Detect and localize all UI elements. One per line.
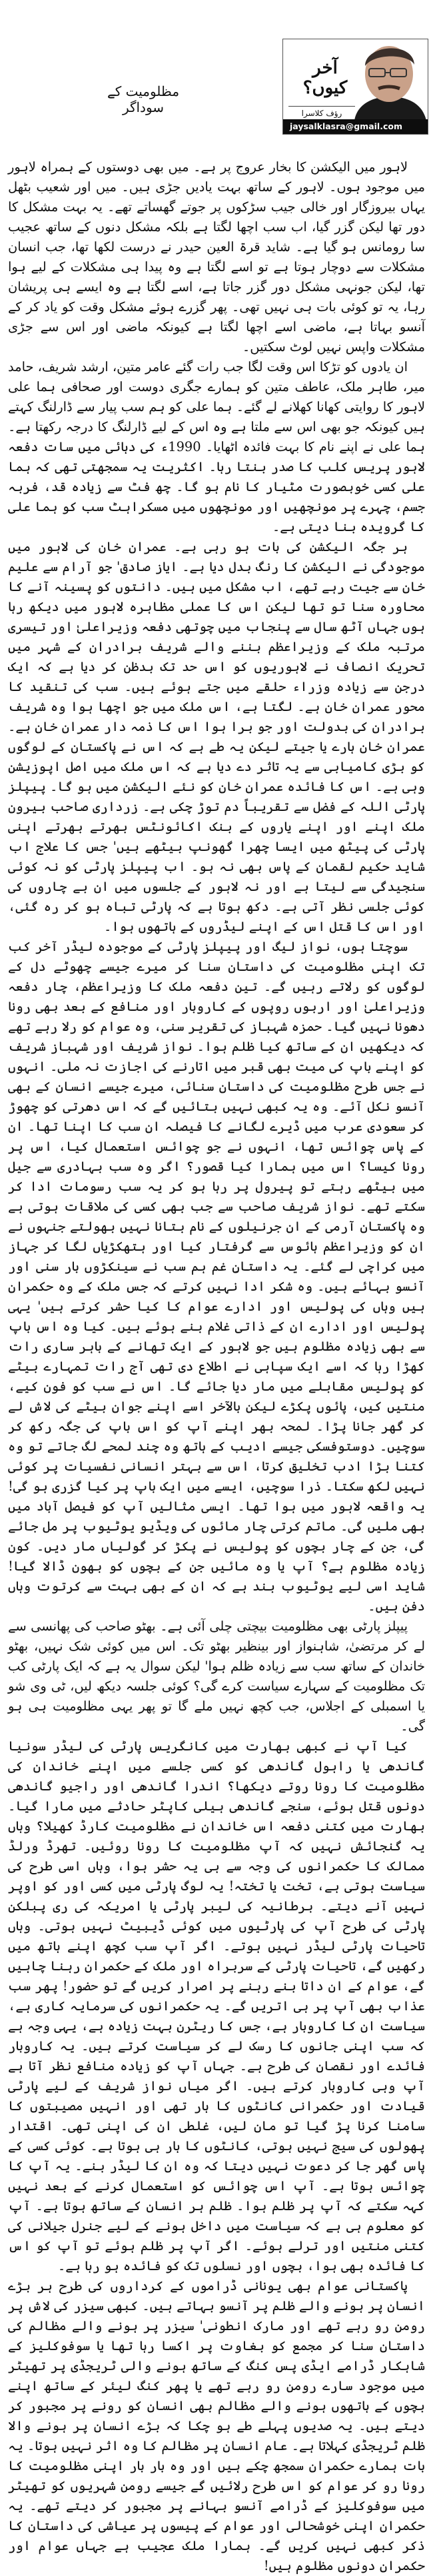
paragraph: پاکستانی عوام بھی یونانی ڈراموں کے کرداروں کی طرح ہر بڑے انسان پر ہونے والے ظلم پر آنسو بہاتے ہیں۔ کبھی سیزر کی لاش پر رومن رو رہے تھے اور مارک انطونی' سیزر پر ہونے والے مظالم کی داستان سنا کر مجمع کو بغاوت پر اکسا رہا تھا یا سوفوکلیز کے شاہکار ڈرامے ایڈی پس کنگ کے ساتھ ہونے والی ٹریجڈی پر تھیٹر میں موجود سارے رومن رو رہے تھے یا پھر کنگ لیئر کے ساتھ اپنے بچوں کے ہاتھوں ہونے والے مظالم بھی انسان کو رونے پر مجبور کر دیتے ہیں۔ یہ صدیوں پہلے طے ہو چکا کہ بڑے انسان پر ہونے والا ظلم ٹریجڈی کہلاتا ہے۔ عام انسان پر مظالم کا وہ اثر نہیں ہوتا۔ یہ بات ہمارے حکمران سمجھ چکے ہیں اور وہ بار بار اپنی مظلومیت کا رونا رو کر عوام کو اس طرح رلائیں گے جیسے رومن شہریوں کو تھیٹر میں سوفوکلیز کے ڈرامے آنسو بہانے پر مجبور کر دیتے تھے۔ یہ حکمران اپنی خوشحالی اور عوام کے پیسوں پر عیاشی کی داستان کا ذکر کبھی نہیں کریں گے۔ ہمارا ملک عجیب ہے جہاں عوام اور حکمران دونوں مظلوم ہیں!: [8, 2278, 425, 2573]
paragraph: کیا آپ نے کبھی بھارت میں کانگریس پارٹی کی لیڈر سونیا گاندھی یا راہول گاندھی کو کسی جلسے میں اپنے خاندان کی مظلومیت کا رونا روتے دیکھا؟ اندرا گاندھی اور راجیو گاندھی دونوں قتل ہوئے، سنجے گاندھی ہیلی کاپٹر حادثے میں مارا گیا۔ بھارت میں کتنی دفعہ اس خاندان نے مظلومیت کارڈ کھیلا؟ وہاں یہ گنجائش نہیں کہ آپ مظلومیت کا رونا روئیں۔ تھرڈ ورلڈ ممالک کا حکمرانوں کی وجہ سے ہی یہ حشر ہوا، وہاں اسی طرح کی سیاست ہوتی ہے، تخت یا تختہ! یہ لوگ پارٹی میں کسی اور کو اوپر نہیں آنے دیتے۔ برطانیہ کی لیبر پارٹی یا امریکہ کی ری پبلکن پارٹی کی طرح آپ کی پارٹیوں میں کوئی ڈیبیٹ نہیں ہوتی۔ وہاں تاحیات پارٹی لیڈر نہیں ہوتے۔ اگر آپ سب کچھ اپنے ہاتھ میں رکھیں گے، تاحیات پارٹی کے سربراہ اور ملک کے حکمران رہنا چاہیں گے، عوام کے ان داتا بنے رہنے پر اصرار کریں گے تو حضور! پھر سب عذاب بھی آپ پر ہی اتریں گے۔ یہ حکمرانوں کی سرمایہ کاری ہے، سیاست ان کا کاروبار ہے، جس کا ریٹرن بہت زیادہ ہے، یہی وجہ ہے کہ سب اپنی جانوں کا رسک لے کر سیاست کرتے ہیں۔ یہ کاروبار فائدے اور نقصان کی طرح ہے۔ جہاں آپ کو زیادہ منافع نظر آتا ہے آپ وہی کاروبار کرتے ہیں۔ اگر میاں نواز شریف کے لیے پارٹی قیادت اور حکمرانی کانٹوں کا ہار تھی اور انہیں مصیبتوں کا سامنا کرنا پڑ گیا تو مان لیں، غلطی ان کی اپنی تھی۔ اقتدار پھولوں کی سیج نہیں ہوتی، کانٹوں کا ہار ہی ہوتا ہے۔ کوئی کسی کے پاس گھر جا کر دعوت نہیں دیتا کہ وہ ان کا لیڈر بنے۔ یہ آپ کا چوائس ہوتا ہے۔ آپ اس چوائس کو استعمال کرنے کے بعد نہیں کہہ سکتے کہ آپ پر ظلم ہوا۔ ظلم ہر انسان کے ساتھ ہوتا ہے۔ آپ کو معلوم ہی ہے کہ سیاست میں داخل ہونے کے لیے جنرل جیلانی کی کتنی منتیں اور ترلے ہوئے۔ اگر آپ پر ظلم ہوئے تو آپ کو اس کا فائدہ بھی ہوا، بچوں اور نسلوں تک کو فائدہ ہو رہا ہے۔: [8, 1738, 426, 2273]
paragraph: پیپلز پارٹی بھی مظلومیت بیچتی چلی آئی ہے۔ بھٹو صاحب کی پھانسی سے لے کر مرتضیٰ، شاہنواز اور بینظیر بھٹو تک۔ اس میں کوئی شک نہیں، بھٹو خاندان کے ساتھ سب سے زیادہ ظلم ہوا' لیکن سوال یہ ہے کہ ایک پارٹی کب تک مظلومیت کے سہارے سیاست کرے گی؟ کوئی جلسہ دیکھ لیں، ٹی وی شو یا اسمبلی کے اجلاس، جب کچھ نہیں ملے گا تو پھر یہی مظلومیت ہی ہو گی۔: [8, 1618, 425, 1734]
author-email[interactable]: jaysalklasra@gmail.com: [283, 119, 428, 134]
paragraph: سوچتا ہوں، نواز لیگ اور پیپلز پارٹی کے موجودہ لیڈر آخر کب تک اپنی مظلومیت کی داستان سنا کر میرے جیسے چھوٹے دل کے لوگوں کو رلاتے رہیں گے۔ تین دفعہ ملک کا وزیراعظم، چار دفعہ وزیراعلیٰ اور اربوں روپوں کے کاروبار اور منافع کے بعد بھی رونا دھونا نہیں گیا۔ حمزہ شہباز کی تقریر سنی، وہ عوام کو رلا رہے تھے کہ دیکھیں ان کے ساتھ کیا ظلم ہوا۔ نواز شریف اور شہباز شریف کو اپنے باپ کی میت بھی قبر میں اتارنے کی اجازت نہ ملی۔ انہوں نے جس طرح مظلومیت کی داستان سنائی، میرے جیسے انسان کے بھی آنسو نکل آئے۔ وہ یہ کبھی نہیں بتائیں گے کہ اس دھرتی کو چھوڑ کر سعودی عرب میں ڈیرے لگانے کا فیصلہ ان سب کا اپنا تھا۔ ان کے پاس چوائس تھا، انہوں نے جو چوائس استعمال کیا، اس پر رونا کیسا؟ اس میں ہمارا کیا قصور؟ اگر وہ سب بہادری سے جیل میں بیٹھے رہتے تو پیرول پر رہا ہو کر یہ سب رسومات ادا کر سکتے تھے۔ نواز شریف صاحب سے جب بھی کسی کی ملاقات ہوتی ہے وہ پاکستان آرمی کے ان جرنیلوں کے نام بتانا نہیں بھولتے جنہوں نے ان کو وزیراعظم ہائوس سے گرفتار کیا اور ہتھکڑیاں لگا کر جہاز میں کراچی لے گئے۔ یہ داستانِ غم ہم سب نے سینکڑوں بار سنی اور آنسو بہائے ہیں۔ وہ شکر ادا نہیں کرتے کہ جس ملک کے وہ حکمران ہیں وہاں کی پولیس اور ادارے عوام کا کیا حشر کرتے ہیں' یہی پولیس اور ادارے ان کے ذاتی غلام بنے ہوئے ہیں۔ کیا وہ اس باپ سے بھی زیادہ مظلوم ہیں جو لاہور کے ایک تھانے کے باہر ساری رات کھڑا رہا کہ اسے ایک سپاہی نے اطلاع دی تھی آج رات تمہارے بیٹے کو پولیس مقابلے میں مار دیا جائے گا۔ اس نے سب کو فون کیے، منتیں کیں، پائوں پکڑے لیکن بالآخر اسے اپنے جوان بیٹے کی لاش لے کر گھر جانا پڑا۔ لمحہ بھر اپنے آپ کو اس باپ کی جگہ رکھ کر سوچیں۔ دوستوفسکی جیسے ادیب کے ہاتھ وہ چند لمحے لگ جاتے تو وہ کتنا بڑا ادب تخلیق کرتا، اس سے بہتر انسانی نفسیات پر کوئی نہیں لکھ سکتا۔ ذرا سوچیں، ایسے میں ایک باپ پر کیا گزری ہو گی! یہ واقعہ لاہور میں ہوا تھا۔ ایسی مثالیں آپ کو فیصل آباد میں بھی ملیں گی۔ ماتم کرتی چار مائوں کی ویڈیو یوٹیوب پر مل جائے گی، جن کے چار بچوں کو پولیس نے پکڑ کر گولیاں مار دیں۔ کون زیادہ مظلوم ہے؟ آپ یا وہ مائیں جن کے بچوں کو بھون ڈالا گیا! شاید اسی لیے یوٹیوب بند ہے کہ ان کے بھی بہت سے کرتوت وہاں دفن ہیں۔: [8, 939, 425, 1614]
column-name: آخر کیوں؟: [302, 58, 348, 98]
article-body: [8, 157, 425, 2576]
paragraph: ہر جگہ الیکشن کی بات ہو رہی ہے۔ عمران خان کی لاہور میں موجودگی نے الیکشن کا رنگ بدل دیا ہے۔ ایاز صادق' جو آرام سے علیم خان سے جیت رہے تھے، اب مشکل میں ہیں۔ دانتوں کو پسینہ آنے کا محاورہ سنا تو تھا لیکن اس کا عملی مظاہرہ لاہور میں دیکھ رہا ہوں جہاں آٹھ سال سے پنجاب میں چوتھی دفعہ وزیراعلیٰ اور تیسری مرتبہ ملک کے وزیراعظم بننے والے شریف برادران کے شہر میں تحریک انصاف نے لاہوریوں کو اس حد تک بدظن کر دیا ہے کہ ایک درجن سے زیادہ وزراء حلقے میں جتے ہوئے ہیں۔ سب کی تنقید کا محور عمران خان ہے۔ لگتا ہے، اس ملک میں جو اچھا ہوا وہ شریف برادران کی بدولت اور جو برا ہوا اس کا ذمہ دار عمران خان ہے۔ عمران خان ہارے یا جیتے لیکن یہ طے ہے کہ اس نے پاکستان کے لوگوں کو بڑی کامیابی سے یہ تاثر دے دیا ہے کہ اس ملک میں اصل اپوزیشن وہی ہے۔ اس کا فائدہ عمران خان کو نئے الیکشن میں ہو گا۔ پیپلز پارٹی اللہ کے فضل سے تقریباً دم توڑ چکی ہے۔ زرداری صاحب بیرون ملک اپنے اور اپنے یاروں کے بنک اکائونٹس بھرتے بھرتے اپنی پارٹی کی پیٹھ میں ایسا چھرا گھونپ بیٹھے ہیں' جس کا علاج اب شاید حکیم لقمان کے پاس بھی نہ ہو۔ اب پیپلز پارٹی کو نہ کوئی سنجیدگی سے لیتا ہے اور نہ لاہور کے جلسوں میں ان بے چاروں کی کوئی جلسی نظر آتی ہے۔ دکھ ہوتا ہے کہ پارٹی تباہ ہو کر رہ گئی، اور اس کا قتل اس کے اپنے لیڈروں کے ہاتھوں ہوا۔: [8, 539, 425, 934]
author-name: رؤف کلاسرا: [301, 109, 342, 118]
title-divider: [288, 106, 355, 107]
article-title: مظلومیت کے سوداگر: [107, 83, 180, 115]
column-header: [282, 39, 428, 135]
paragraph: ان یادوں کو تڑکا اس وقت لگا جب رات گئے عامر متین، ارشد شریف، حامد میر، طاہر ملک، عاطف متین کو ہمارے جگری دوست اور صحافی ہما علی لاہور کا روایتی کھانا کھلانے لے گئے۔ ہما علی کو ہم سب پیار سے ڈارلنگ کہتے ہیں کیونکہ جو بھی اس سے ملتا ہے وہ اس کے لیے ڈارلنگ کا درجہ رکھتا ہے۔ ہما علی نے اپنے نام کا بہت فائدہ اٹھایا۔ 1990ء کی دہائی میں سات دفعہ لاہور پریس کلب کا صدر بنتا رہا۔ اکثریت یہ سمجھتی تھی کہ ہما علی کسی خوبصورت مٹیار کا نام ہو گا۔ چھ فٹ سے زیادہ قد، فربہ جسم، چہرے پر مونچھیں اور مونچھوں میں مسکراہٹ سب کو ہما علی کا گرویدہ بنا دیتی ہے۔: [8, 359, 425, 534]
paragraph: لاہور میں الیکشن کا بخار عروج پر ہے۔ میں بھی دوستوں کے ہمراہ لاہور میں موجود ہوں۔ لاہور کے ساتھ بہت یادیں جڑی ہیں۔ میں اور شعیب بٹھل یہاں بیروزگار اور خالی جیب سڑکوں پر جوتے گھساتے تھے۔ یہ بہت مشکل کا دور تھا لیکن گزر گیا، اب سب اچھا لگتا ہے بلکہ مشکل دنوں کے ساتھ عجیب سا رومانس ہو گیا ہے۔ شاید قرۃ العین حیدر نے درست لکھا تھا، جب انسان مشکلات سے دوچار ہوتا ہے تو اسے لگتا ہے وہ پیدا ہی مشکلات کے لیے ہوا تھا، لیکن جونہی مشکل دور گزر جاتا ہے، اسے لگتا ہے وہ ایسے ہی پریشان رہا، یہ تو کوئی بات ہی نہیں تھی۔ پھر گزرے ہوئے مشکل وقت کو یاد کر کے آنسو بہاتا ہے، ماضی اسے اچھا لگتا ہے کیونکہ ماضی اور اس سے جڑی مشکلات واپس نہیں لوٹ سکتیں۔: [8, 159, 425, 354]
